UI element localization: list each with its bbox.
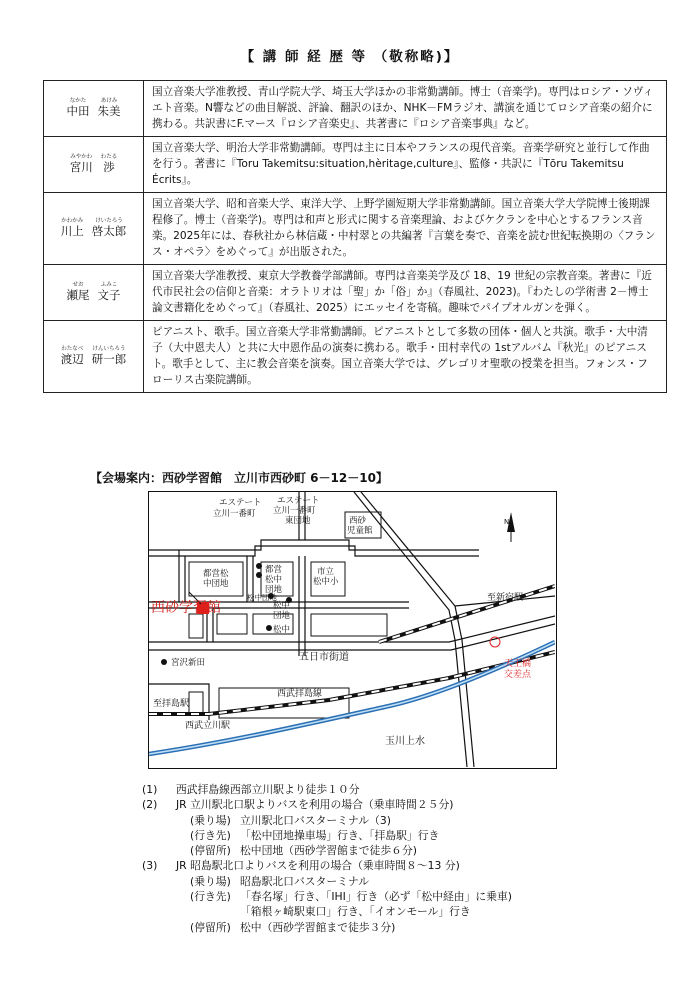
label-estate2-b: 立川一番町: [273, 506, 316, 516]
label-estate2-c: 東団地: [285, 516, 311, 526]
direction-line: [142, 889, 512, 904]
lecturer-bio: 国立音楽大学准教授、青山学院大学、埼玉大学ほかの非常勤講師。博士（音楽学)。専門はロシア・ソヴィエト音楽。N響などの曲目解説、評論、翻訳のほか、NHK－FMラジオ、講演を通じてロシア音楽の紹介に携わる。共訳書にF.マース『ロシア音楽史』、共著書に『ロシア音楽事典』など。: [144, 81, 667, 137]
label-bus-danchi-eki: 松中団地: [247, 593, 277, 602]
lecturer-bio: 国立音楽大学、昭和音楽大学、東洋大学、上野学園短期大学非常勤講師。国立音楽大学大学院博士後期課程修了。博士（音楽学)。専門は和声と形式に関する音楽理論、およびケクランを中心とするフランス音楽。2025年には、春秋社から林信蔵・中村翠との共編著『言葉を奏で、音楽を読む世紀転換期の〈フランス・オペラ〉をめぐって』が出版された。: [144, 193, 667, 265]
direction-text: JR 立川駅北口駅よりバスを利用の場合（乗車時間２５分): [176, 798, 454, 812]
label-venue: 西砂学習館: [151, 600, 221, 616]
seibu-railway: [149, 652, 555, 714]
lecturer-bio: 国立音楽大学、明治大学非常勤講師。専門は主に日本やフランスの現代音楽。音楽学研究と並行して作曲を行う。著書に『Toru Takemitsu:situation,hèritage,culture』、監修・共訳に『Tōru Takemitsu Écrits』。: [144, 137, 667, 193]
directions-list: [142, 782, 512, 935]
direction-sublabel: (乗り場): [190, 874, 231, 888]
direction-line: [142, 858, 512, 873]
map-labels: [151, 496, 532, 747]
lecturer-name-cell: [44, 137, 144, 193]
label-estate1-a: エステート: [219, 498, 262, 508]
label-to-haijima: 至拝島駅: [153, 699, 190, 709]
label-toei2-b: 松中: [265, 575, 283, 585]
lecturer-name-cell: [44, 321, 144, 393]
direction-number: (2): [142, 798, 158, 812]
direction-line: [142, 797, 512, 812]
label-toei2-a: 都営: [265, 565, 283, 575]
direction-text: 「箱根ヶ崎駅東口」行き、「イオンモール」行き: [240, 905, 471, 919]
direction-text: 昭島駅北口バスターミナル: [240, 874, 370, 888]
label-toei1-a: 都営松: [203, 569, 229, 579]
name-ruby: かわかみ: [61, 218, 84, 224]
lecturer-name: わたなべ 渡辺 けんいちろう 研一郎: [60, 346, 127, 366]
lecturer-row: [44, 321, 667, 393]
venue-map: [148, 491, 557, 769]
label-itsukaichi: 五日市街道: [299, 652, 349, 663]
name-ruby: けいたろう: [95, 218, 123, 224]
label-north: N: [504, 518, 510, 526]
direction-text: JR 昭島駅北口よりバスを利用の場合（乗車時間８～13 分): [176, 859, 460, 873]
lecturer-name: みやかわ 宮川 わたる 渉: [69, 154, 118, 174]
name-ruby: わたなべ: [61, 346, 84, 352]
direction-line: [142, 828, 512, 843]
label-seibu-tachikawa: 西武立川駅: [185, 721, 231, 731]
name-ruby: なかた: [69, 98, 87, 104]
label-estate2-a: エステート: [277, 496, 320, 506]
name-ruby: ふみこ: [100, 282, 118, 288]
label-to-shinjuku: 至新宿駅: [487, 593, 524, 603]
lecturer-row: [44, 137, 667, 193]
lecturer-name: かわかみ 川上 けいたろう 啓太郎: [60, 218, 127, 238]
label-estate1-b: 立川一番町: [213, 509, 256, 519]
direction-sublabel: (行き先): [190, 890, 231, 904]
label-bus-miyazawa: 宮沢新田: [171, 658, 206, 668]
upper-railway: [379, 586, 555, 642]
direction-sublabel: (停留所): [190, 920, 231, 934]
name-ruby: けんいちろう: [92, 346, 126, 352]
label-jidokan-b: 児童館: [347, 526, 373, 536]
venue-heading: 【会場案内：西砂学習館 立川市西砂町 6－12－10】: [90, 471, 388, 485]
label-jidokan-a: 西砂: [349, 516, 367, 526]
lecturer-name-cell: [44, 193, 144, 265]
label-seibu-line: 西武拝島線: [277, 689, 323, 699]
label-toei2-c: 団地: [265, 585, 283, 595]
label-bus-danchi-b: 団地: [273, 611, 291, 621]
label-tamagawa: 玉川上水: [385, 736, 425, 747]
direction-number: (3): [142, 859, 158, 873]
lecturer-name: なかた 中田 あけみ 朱美: [66, 98, 121, 118]
lecturer-name-cell: [44, 265, 144, 321]
direction-line: [142, 904, 512, 919]
direction-line: [142, 813, 512, 828]
direction-text: 「松中団地操車場」行き、「拝島駅」行き: [240, 828, 440, 842]
lecturer-bio: 国立音楽大学准教授、東京大学教養学部講師。専門は音楽美学及び 18、19 世紀の宗教音楽。著書に『近代市民社会の信仰と音楽：オラトリオは「聖」か「俗」か』（春風社、2023)。『わたしの学術書 2－博士論文書籍化をめぐって』（春風社、2025）にエッセイを寄稿。趣味でパイプオルガンを弾く。: [144, 265, 667, 321]
name-ruby: みやかわ: [70, 154, 93, 160]
direction-text: 立川駅北口バスターミナル（3): [240, 813, 391, 827]
lecturer-bio: ピアニスト、歌手。国立音楽大学非常勤講師。ピアニストとして多数の団体・個人と共演。歌手・大中清子（大中恩夫人）と共に大中恩作品の演奏に携わる。歌手・田村幸代の 1stアルバム『秋光』のピアニスト。歌手として、主に教会音楽を演奏。国立音楽大学では、グレゴリオ聖歌の授業を担当。フォンス・フローリス古楽院講師。: [144, 321, 667, 393]
lecturer-row: [44, 193, 667, 265]
direction-text: 松中団地（西砂学習館まで徒歩６分): [240, 844, 417, 858]
direction-sublabel: (行き先): [190, 828, 231, 842]
direction-line: [142, 920, 512, 935]
lecturer-row: [44, 81, 667, 137]
lecturer-name-cell: [44, 81, 144, 137]
name-ruby: せお: [72, 282, 84, 288]
label-bus-danchi-a: 松中: [273, 601, 291, 611]
tamagawa-josui: [149, 642, 555, 754]
direction-text: 西武拝島線西部立川駅より徒歩１０分: [176, 783, 360, 796]
label-bus-matsunaka: 松中: [273, 625, 291, 635]
label-school-a: 市立: [317, 567, 335, 577]
north-arrow: [507, 512, 515, 542]
lecturer-name: せお 瀬尾 ふみこ 文子: [66, 282, 121, 302]
direction-text: 松中（西砂学習館まで徒歩３分): [240, 920, 396, 934]
page-title: 【 講 師 経 歴 等 （敬称略)】: [240, 49, 460, 65]
label-tenno-a: 天王橋: [504, 659, 532, 669]
direction-number: (1): [142, 783, 158, 796]
direction-line: [142, 782, 512, 797]
name-ruby: あけみ: [100, 98, 118, 104]
name-ruby: わたる: [100, 154, 118, 160]
label-toei1-b: 中団地: [203, 579, 229, 589]
direction-sublabel: (乗り場): [190, 813, 231, 827]
direction-line: [142, 874, 512, 889]
direction-sublabel: (停留所): [190, 844, 231, 858]
direction-text: 「春名塚」行き、「IHI」行き（必ず「松中経由」に乗車): [240, 890, 512, 904]
label-school-b: 松中小: [313, 577, 339, 587]
label-tenno-b: 交差点: [504, 670, 532, 680]
direction-line: [142, 843, 512, 858]
lecturer-row: [44, 265, 667, 321]
lecturer-table: [43, 80, 667, 393]
